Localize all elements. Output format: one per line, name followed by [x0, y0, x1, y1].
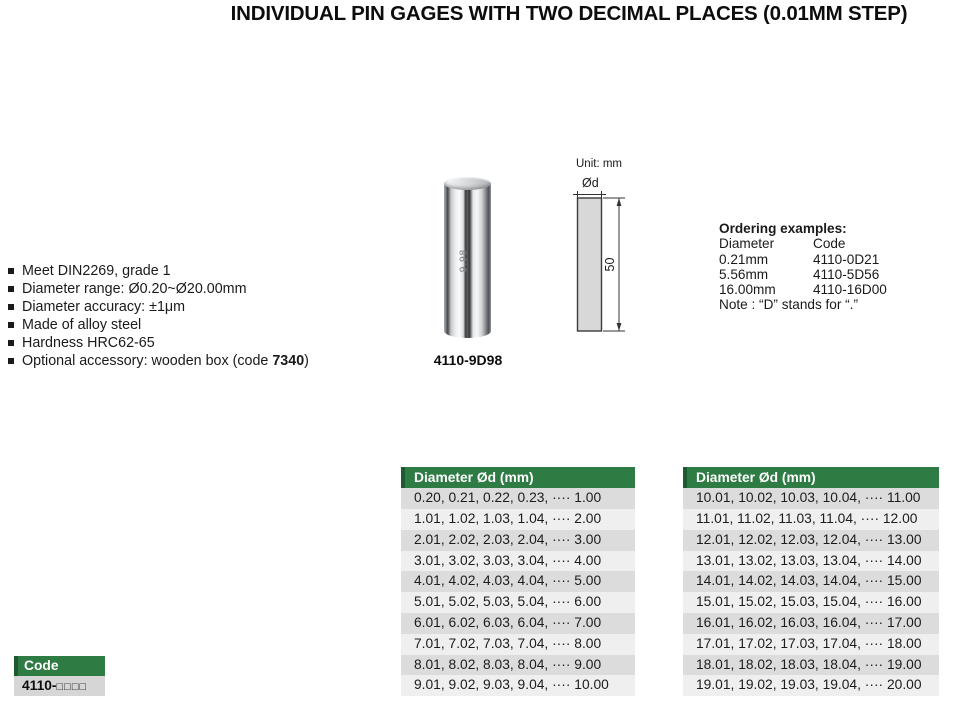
- bullet-icon: [8, 268, 14, 274]
- table-row: 6.01, 6.02, 6.03, 6.04, ···· 7.00: [401, 613, 635, 634]
- table-row: 11.01, 11.02, 11.03, 11.04, ···· 12.00: [683, 509, 939, 530]
- page-title: INDIVIDUAL PIN GAGES WITH TWO DECIMAL PLACES (0.01MM STEP): [230, 2, 908, 25]
- table-row: 5.01, 5.02, 5.03, 5.04, ···· 6.00: [401, 592, 635, 613]
- feature-text-bold: 7340: [272, 353, 305, 369]
- ordering-row: [719, 282, 929, 297]
- table-row: 10.01, 10.02, 10.03, 10.04, ···· 11.00: [683, 488, 939, 509]
- pin-body: [444, 183, 491, 338]
- feature-text-prefix: Optional accessory: wooden box (code: [22, 353, 273, 369]
- bullet-icon: [8, 340, 14, 346]
- ordering-column-headers: [719, 236, 929, 251]
- pin-engraving: 9.98: [458, 248, 469, 272]
- length-dim-label: 50: [603, 257, 617, 272]
- code-placeholder-boxes: □□□□: [56, 681, 88, 693]
- ordering-row: [719, 252, 929, 267]
- table-header: Diameter Ød (mm): [683, 467, 939, 488]
- ordering-code: 4110-5D56: [813, 266, 880, 282]
- ordering-diameter: 5.56mm: [719, 266, 769, 282]
- diameter-table-2: [683, 467, 939, 696]
- table-row: 7.01, 7.02, 7.03, 7.04, ···· 8.00: [401, 634, 635, 655]
- table-row: 18.01, 18.02, 18.03, 18.04, ···· 19.00: [683, 655, 939, 676]
- table-row: 3.01, 3.02, 3.03, 3.04, ···· 4.00: [401, 551, 635, 572]
- table-row: 12.01, 12.02, 12.03, 12.04, ···· 13.00: [683, 530, 939, 551]
- ordering-code: 4110-0D21: [813, 251, 880, 267]
- ordering-heading: Ordering examples:: [719, 221, 847, 236]
- table-row: 2.01, 2.02, 2.03, 2.04, ···· 3.00: [401, 530, 635, 551]
- pin-dimension-drawing: [570, 191, 642, 341]
- code-box-header: Code: [14, 656, 105, 676]
- ordering-note: Note : “D” stands for “.”: [719, 297, 858, 313]
- feature-text: Hardness HRC62-65: [22, 335, 155, 351]
- bullet-icon: [8, 286, 14, 292]
- unit-label: Unit: mm: [576, 158, 622, 170]
- table-row: 0.20, 0.21, 0.22, 0.23, ···· 1.00: [401, 488, 635, 509]
- feature-text: Diameter range: Ø0.20~Ø20.00mm: [22, 281, 247, 297]
- ordering-code: 4110-16D00: [813, 282, 887, 298]
- table-row: 4.01, 4.02, 4.03, 4.04, ···· 5.00: [401, 571, 635, 592]
- table-row: 16.01, 16.02, 16.03, 16.04, ···· 17.00: [683, 613, 939, 634]
- feature-text: Diameter accuracy: ±1μm: [22, 299, 186, 315]
- table-header: Diameter Ød (mm): [401, 467, 635, 488]
- code-box-value: [14, 676, 105, 696]
- ordering-col-diameter: Diameter: [719, 236, 775, 252]
- diameter-table-1: [401, 467, 635, 696]
- table-row: 19.01, 19.02, 19.03, 19.04, ···· 20.00: [683, 675, 939, 696]
- table-row: 8.01, 8.02, 8.03, 8.04, ···· 9.00: [401, 655, 635, 676]
- feature-item: [8, 262, 398, 280]
- code-prefix: 4110-: [22, 678, 57, 693]
- feature-item: [8, 280, 398, 298]
- arrow-up-icon: [617, 198, 622, 206]
- pin-top-cap: [444, 177, 491, 190]
- pin-outline-rect: [578, 198, 602, 331]
- bullet-icon: [8, 358, 14, 364]
- pin-gage-photo: [444, 177, 491, 338]
- ordering-diameter: 16.00mm: [719, 282, 776, 298]
- product-code-label: 4110-9D98: [433, 352, 503, 368]
- feature-text: Meet DIN2269, grade 1: [22, 263, 171, 279]
- feature-item: [8, 334, 398, 352]
- feature-text: [22, 352, 309, 370]
- table-row: 17.01, 17.02, 17.03, 17.04, ···· 18.00: [683, 634, 939, 655]
- ordering-diameter: 0.21mm: [719, 251, 769, 267]
- arrow-down-icon: [617, 323, 622, 331]
- feature-item: [8, 316, 398, 334]
- ordering-row: [719, 267, 929, 282]
- feature-text-suffix: ): [304, 353, 309, 369]
- table-row: 13.01, 13.02, 13.03, 13.04, ···· 14.00: [683, 551, 939, 572]
- table-row: 14.01, 14.02, 14.03, 14.04, ···· 15.00: [683, 571, 939, 592]
- table-row: 9.01, 9.02, 9.03, 9.04, ···· 10.00: [401, 675, 635, 696]
- feature-list: [8, 262, 398, 370]
- code-box: [14, 656, 105, 696]
- bullet-icon: [8, 322, 14, 328]
- feature-item: [8, 352, 398, 370]
- table-row: 1.01, 1.02, 1.03, 1.04, ···· 2.00: [401, 509, 635, 530]
- feature-text: Made of alloy steel: [22, 317, 142, 333]
- ordering-examples: [719, 221, 929, 313]
- bullet-icon: [8, 304, 14, 310]
- ordering-col-code: Code: [813, 236, 846, 252]
- diameter-dim-label: Ød: [582, 176, 599, 190]
- feature-item: [8, 298, 398, 316]
- table-row: 15.01, 15.02, 15.03, 15.04, ···· 16.00: [683, 592, 939, 613]
